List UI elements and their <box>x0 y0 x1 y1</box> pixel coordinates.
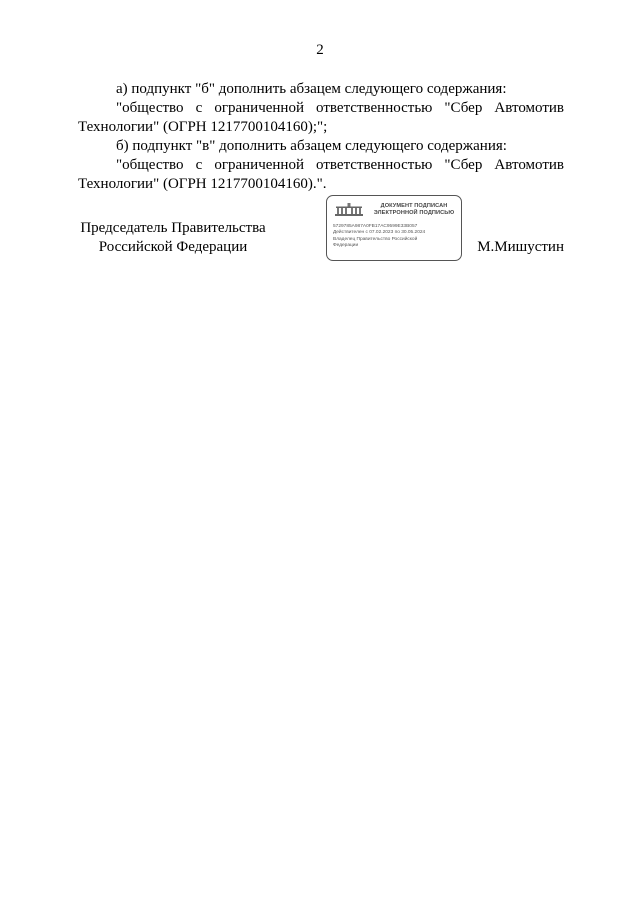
paragraph-b-quote-line2: Технологии" (ОГРН 1217700104160).". <box>78 176 327 192</box>
document-body <box>78 80 564 194</box>
page-number: 2 <box>316 42 324 58</box>
signer-title-line1: Председатель Правительства <box>80 220 266 236</box>
signer-name: М.Мишустин <box>477 239 564 255</box>
paragraph-b-intro: б) подпункт "в" дополнить абзацем следующего содержания: <box>116 138 507 154</box>
signer-title <box>78 219 268 257</box>
stamp-header <box>369 203 459 217</box>
stamp-owner-line1: Владелец Правительство Российской <box>333 236 418 242</box>
e-signature-stamp <box>326 195 462 261</box>
stamp-header-line1: ДОКУМЕНТ ПОДПИСАН <box>380 203 448 209</box>
stamp-header-line2: ЭЛЕКТРОННОЙ ПОДПИСЬЮ <box>373 210 455 216</box>
paragraph-a-quote-line2: Технологии" (ОГРН 1217700104160);"; <box>78 119 328 135</box>
stamp-details <box>333 224 459 250</box>
signer-title-line2: Российской Федерации <box>98 239 248 255</box>
paragraph-a-intro: а) подпункт "б" дополнить абзацем следующего содержания: <box>116 81 507 97</box>
government-emblem-icon <box>333 202 365 218</box>
paragraph-b-quote-line1: "общество с ограниченной ответственностью "Сбер Автомотив <box>116 157 564 173</box>
stamp-certificate: 5729785A987A0FB17AC9599E33B057 <box>333 224 418 229</box>
stamp-owner-line2: Федерации <box>333 243 359 249</box>
stamp-validity: Действителен с 07.02.2023 по 30.05.2024 <box>333 230 426 236</box>
paragraph-a-quote-line1: "общество с ограниченной ответственностью "Сбер Автомотив <box>116 100 564 116</box>
